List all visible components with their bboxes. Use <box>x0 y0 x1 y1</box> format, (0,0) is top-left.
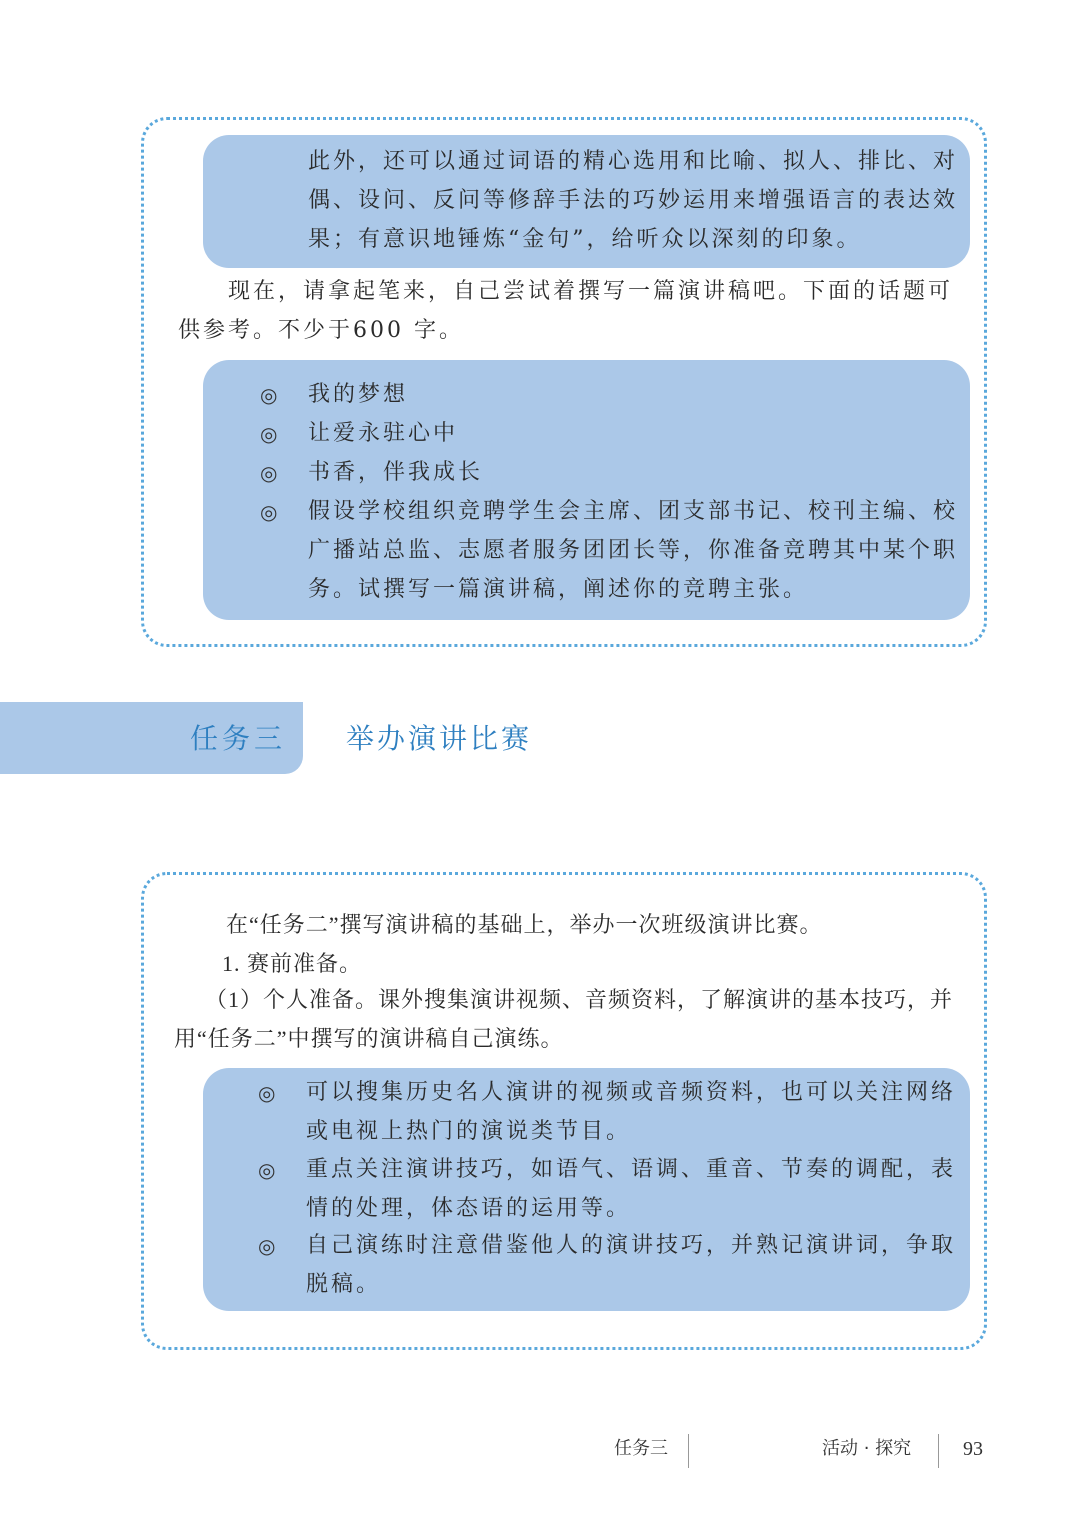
instruction-paragraph-line: 现在，请拿起笔来，自己尝试着撰写一篇演讲稿吧。下面的话题可 <box>228 279 954 304</box>
tip-line: 情的处理，体态语的运用等。 <box>306 1196 632 1221</box>
bullet-icon: ◎ <box>260 422 278 446</box>
footer-divider <box>938 1434 939 1468</box>
intro-paragraph: 在“任务二”撰写演讲稿的基础上，举办一次班级演讲比赛。 <box>226 912 823 937</box>
bullet-icon: ◎ <box>258 1234 276 1258</box>
tip-line: 重点关注演讲技巧，如语气、语调、重音、节奏的调配，表 <box>306 1157 957 1182</box>
footer-divider <box>688 1434 689 1468</box>
topic-item: 我的梦想 <box>308 382 409 407</box>
topic-item: 假设学校组织竞聘学生会主席、团支部书记、校刊主编、校 <box>308 499 959 524</box>
tip-line: 脱稿。 <box>306 1272 382 1297</box>
panel-line: 偶、设问、反问等修辞手法的巧妙运用来增强语言的表达效 <box>308 188 959 213</box>
bullet-icon: ◎ <box>258 1081 276 1105</box>
instruction-paragraph-line: 供参考。不少于600 字。 <box>178 318 464 343</box>
bullet-icon: ◎ <box>260 383 278 407</box>
topic-item: 书香，伴我成长 <box>308 460 484 485</box>
bullet-icon: ◎ <box>260 461 278 485</box>
page-number: 93 <box>963 1438 983 1460</box>
panel-line: 果；有意识地锤炼“金句”，给听众以深刻的印象。 <box>308 227 862 252</box>
substep-line: （1）个人准备。课外搜集演讲视频、音频资料，了解演讲的基本技巧，并 <box>205 987 954 1012</box>
substep-line: 用“任务二”中撰写的演讲稿自己演练。 <box>174 1026 564 1051</box>
task-title: 举办演讲比赛 <box>346 722 533 755</box>
tip-line: 自己演练时注意借鉴他人的演讲技巧，并熟记演讲词，争取 <box>306 1233 957 1258</box>
tip-line: 或电视上热门的演说类节目。 <box>306 1119 632 1144</box>
topic-item: 广播站总监、志愿者服务团团长等，你准备竞聘其中某个职 <box>308 538 959 563</box>
bullet-icon: ◎ <box>258 1158 276 1182</box>
bullet-icon: ◎ <box>260 500 278 524</box>
topic-item: 务。试撰写一篇演讲稿，阐述你的竞聘主张。 <box>308 577 809 602</box>
footer-chapter: 活动 · 探究 <box>822 1438 912 1459</box>
step-heading: 1. 赛前准备。 <box>222 951 363 976</box>
topic-item: 让爱永驻心中 <box>308 421 459 446</box>
task-label: 任务三 <box>190 722 287 755</box>
panel-line: 此外，还可以通过词语的精心选用和比喻、拟人、排比、对 <box>308 149 959 174</box>
footer-section: 任务三 <box>614 1438 668 1459</box>
tip-line: 可以搜集历史名人演讲的视频或音频资料，也可以关注网络 <box>306 1080 957 1105</box>
